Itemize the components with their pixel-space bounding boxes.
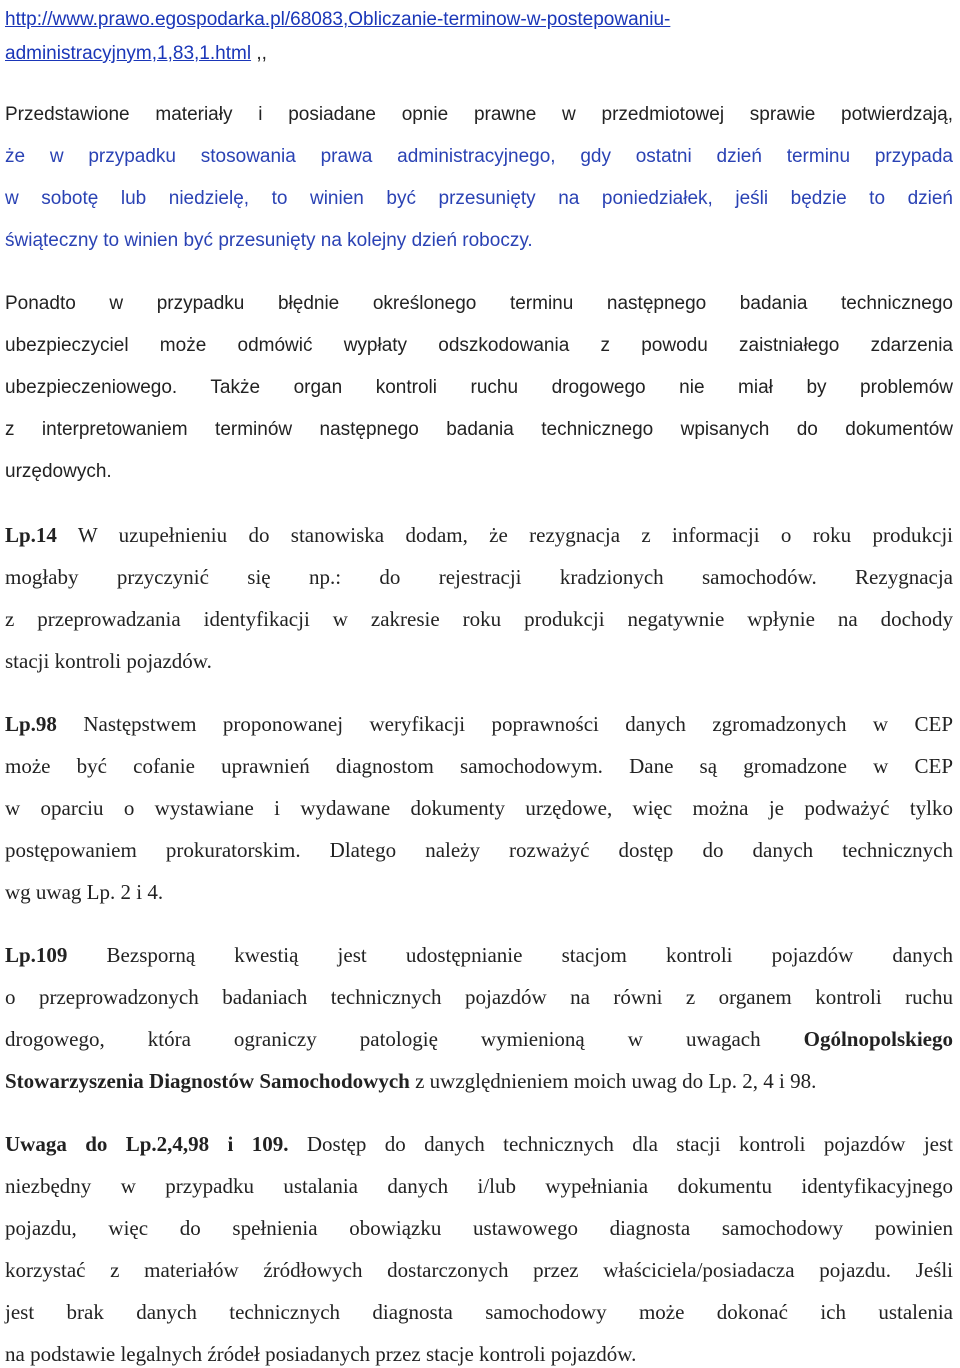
- paragraph-line: Stowarzyszenia Diagnostów Samochodowych z uwzględnieniem moich uwag do Lp. 2, 4 i 98.: [5, 1069, 817, 1093]
- paragraph-line: jest brak danych technicznych diagnosta samochodowy może dokonać ich ustalenia: [5, 1300, 953, 1324]
- quote-mark: ,,: [251, 43, 267, 64]
- paragraph-line: drogowego, która ograniczy patologię wymienioną w uwagach Ogólnopolskiego: [5, 1027, 953, 1051]
- paragraph-line: Lp.109 Bezsporną kwestią jest udostępnianie stacjom kontroli pojazdów danych: [5, 943, 953, 967]
- paragraph-line: Lp.98 Następstwem proponowanej weryfikacji poprawności danych zgromadzonych w CEP: [5, 712, 953, 736]
- lp-label: Lp.98: [5, 712, 57, 736]
- paragraph-line: Lp.14 W uzupełnieniu do stanowiska dodam, że rezygnacja z informacji o roku produkcji: [5, 523, 953, 547]
- paragraph-line: z interpretowaniem terminów następnego badania technicznego wpisanych do dokumentów: [5, 419, 953, 440]
- paragraph-line: niezbędny w przypadku ustalania danych i/lub wypełniania dokumentu identyfikacyjnego: [5, 1174, 953, 1198]
- paragraph-line: stacji kontroli pojazdów.: [5, 649, 212, 673]
- paragraph-line: mogłaby przyczynić się np.: do rejestracji kradzionych samochodów. Rezygnacja: [5, 565, 953, 589]
- paragraph-line: korzystać z materiałów źródłowych dostarczonych przez właściciela/posiadacza pojazdu. Jeśli: [5, 1258, 953, 1282]
- paragraph-line: w sobotę lub niedzielę, to winien być przesunięty na poniedziałek, jeśli będzie to dzień: [5, 188, 953, 209]
- paragraph-line: świąteczny to winien być przesunięty na kolejny dzień roboczy.: [5, 230, 533, 251]
- paragraph-line: postępowaniem prokuratorskim. Dlatego należy rozważyć dostęp do danych technicznych: [5, 838, 953, 862]
- source-link-line-2[interactable]: [5, 40, 953, 68]
- source-link[interactable]: http://www.prawo.egospodarka.pl/68083,Obliczanie-terminow-w-postepowaniu-: [5, 9, 671, 30]
- paragraph-line: na podstawie legalnych źródeł posiadanych przez stacje kontroli pojazdów.: [5, 1342, 637, 1366]
- source-link-continued[interactable]: administracyjnym,1,83,1.html: [5, 43, 252, 64]
- paragraph-line: Uwaga do Lp.2,4,98 i 109. Dostęp do danych technicznych dla stacji kontroli pojazdów jest: [5, 1132, 954, 1156]
- note-label: Uwaga do Lp.2,4,98 i 109.: [5, 1132, 289, 1156]
- paragraph-line: urzędowych.: [5, 461, 112, 482]
- paragraph-line: pojazdu, więc do spełnienia obowiązku ustawowego diagnosta samochodowy powinien: [5, 1216, 953, 1240]
- paragraph-line: o przeprowadzonych badaniach technicznych pojazdów na równi z organem kontroli ruchu: [5, 985, 953, 1009]
- paragraph-line: w oparciu o wystawiane i wydawane dokumenty urzędowe, więc można je podważyć tylko: [5, 796, 953, 820]
- paragraph-line: z przeprowadzania identyfikacji w zakresie roku produkcji negatywnie wpłynie na dochody: [5, 607, 953, 631]
- paragraph-line: ubezpieczeniowego. Także organ kontroli ruchu drogowego nie miał by problemów: [5, 377, 953, 398]
- organization-name-continued: Stowarzyszenia Diagnostów Samochodowych: [5, 1069, 410, 1093]
- paragraph-line: może być cofanie uprawnień diagnostom samochodowym. Dane są gromadzone w CEP: [5, 754, 953, 778]
- paragraph-line: ubezpieczyciel może odmówić wypłaty odszkodowania z powodu zaistniałego zdarzenia: [5, 335, 953, 356]
- paragraph-line: wg uwag Lp. 2 i 4.: [5, 880, 164, 904]
- paragraph-line: Przedstawione materiały i posiadane opnie prawne w przedmiotowej sprawie potwierdzają,: [5, 104, 953, 125]
- lp-label: Lp.109: [5, 943, 68, 967]
- organization-name: Ogólnopolskiego: [803, 1027, 953, 1051]
- lp-label: Lp.14: [5, 523, 57, 547]
- paragraph-line: że w przypadku stosowania prawa administracyjnego, gdy ostatni dzień terminu przypada: [5, 146, 953, 167]
- paragraph-line: Ponadto w przypadku błędnie określonego terminu następnego badania technicznego: [5, 293, 953, 314]
- source-link-line-1[interactable]: [5, 6, 953, 34]
